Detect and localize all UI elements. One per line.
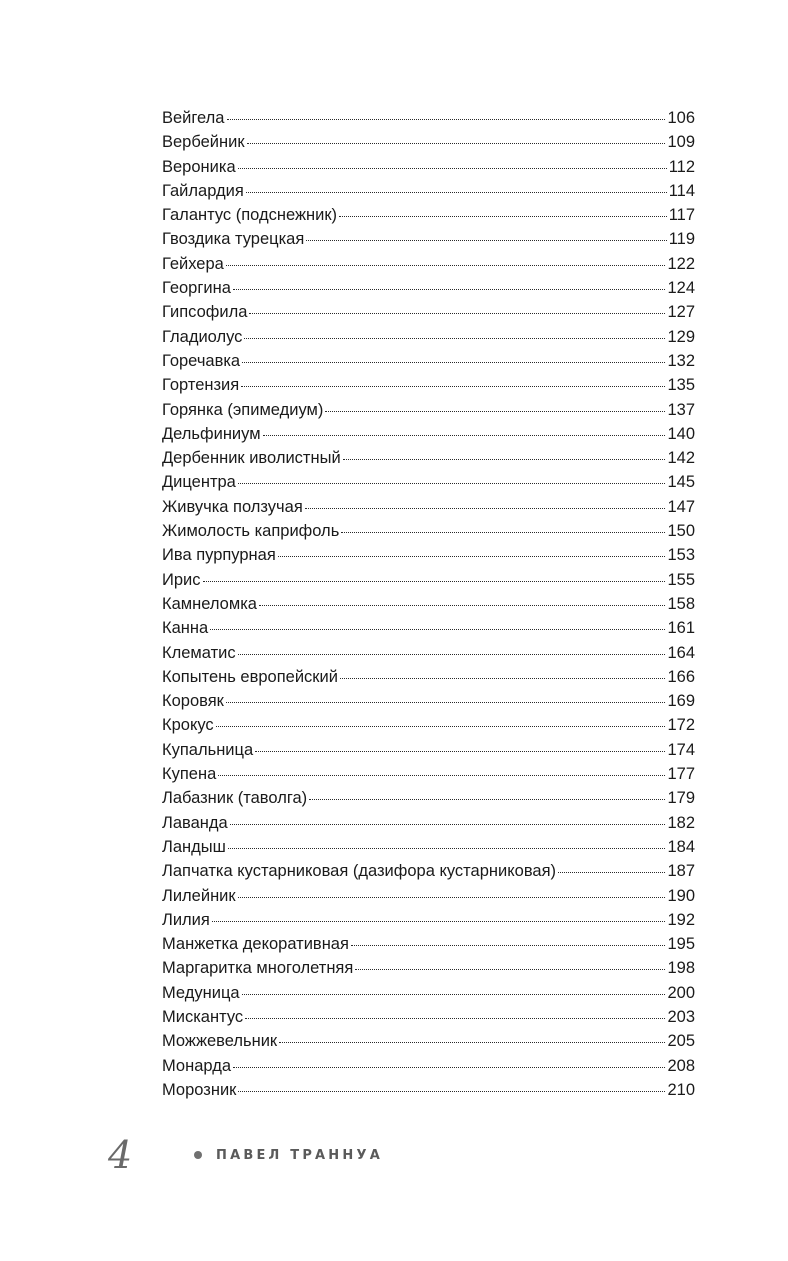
toc-entry-title: Лилия — [162, 910, 210, 929]
dot-leader — [227, 119, 666, 120]
dot-leader — [246, 192, 667, 193]
toc-entry-title: Медуница — [162, 983, 240, 1002]
toc-entry-title: Гайлардия — [162, 181, 244, 200]
dot-leader — [558, 872, 665, 873]
running-author: ПАВЕЛ ТРАННУА — [216, 1147, 383, 1163]
toc-entry — [162, 373, 695, 397]
toc-entry — [162, 1054, 695, 1078]
toc-entry-page: 184 — [667, 837, 695, 856]
toc-entry — [162, 811, 695, 835]
toc-entry-page: 112 — [668, 157, 695, 176]
toc-entry-title: Маргаритка многолетняя — [162, 959, 354, 978]
dot-leader — [339, 216, 667, 217]
dot-leader — [238, 654, 666, 655]
dot-leader — [255, 751, 665, 752]
dot-leader — [306, 240, 666, 241]
toc-entry-title: Манжетка декоративная — [162, 935, 349, 954]
toc-entry-title: Купена — [162, 765, 217, 784]
toc-entry-page: 200 — [667, 983, 695, 1002]
toc-entry-page: 182 — [667, 813, 695, 832]
toc-entry — [162, 179, 695, 203]
toc-entry — [162, 568, 695, 592]
toc-entry — [162, 227, 695, 251]
toc-entry-title: Лабазник (таволга) — [162, 789, 308, 808]
dot-leader — [341, 532, 665, 533]
toc-entry-page: 198 — [667, 959, 695, 978]
toc-entry-page: 203 — [667, 1007, 695, 1026]
dot-leader — [233, 1067, 665, 1068]
toc-entry-page: 135 — [667, 376, 695, 395]
toc-entry-page: 210 — [667, 1080, 695, 1099]
dot-leader — [242, 994, 666, 995]
toc-entry — [162, 106, 695, 130]
toc-entry-page: 174 — [667, 740, 695, 759]
toc-entry-page: 142 — [667, 449, 695, 468]
toc-entry-page: 195 — [667, 935, 695, 954]
toc-entry-title: Дельфиниум — [162, 424, 261, 443]
dot-leader — [226, 265, 666, 266]
toc-entry — [162, 616, 695, 640]
toc-entry — [162, 300, 695, 324]
toc-entry-page: 172 — [667, 716, 695, 735]
dot-leader — [238, 168, 667, 169]
dot-leader — [238, 1091, 665, 1092]
toc-entry-title: Горянка (эпимедиум) — [162, 400, 324, 419]
toc-entry-page: 140 — [667, 424, 695, 443]
toc-entry — [162, 325, 695, 349]
toc-entry — [162, 956, 695, 980]
toc-entry — [162, 592, 695, 616]
dot-leader — [242, 362, 665, 363]
toc-entry-title: Живучка ползучая — [162, 497, 303, 516]
toc-entry — [162, 155, 695, 179]
toc-entry-title: Вероника — [162, 157, 236, 176]
toc-entry-title: Дицентра — [162, 473, 236, 492]
toc-entry-title: Канна — [162, 619, 209, 638]
toc-entry-page: 166 — [667, 667, 695, 686]
toc-entry — [162, 1029, 695, 1053]
toc-entry — [162, 932, 695, 956]
toc-entry — [162, 495, 695, 519]
page-number: 4 — [108, 1133, 133, 1177]
dot-leader — [238, 483, 666, 484]
dot-leader — [244, 338, 665, 339]
toc-entry — [162, 130, 695, 154]
toc-entry — [162, 786, 695, 810]
dot-leader — [245, 1018, 665, 1019]
toc-entry-title: Горечавка — [162, 351, 241, 370]
dot-leader — [210, 629, 665, 630]
dot-leader — [247, 143, 666, 144]
toc-entry-page: 117 — [668, 206, 695, 225]
toc-entry — [162, 859, 695, 883]
dot-leader — [343, 459, 666, 460]
toc-entry-title: Жимолость каприфоль — [162, 522, 340, 541]
dot-leader — [226, 702, 666, 703]
toc-entry-title: Вербейник — [162, 133, 245, 152]
toc-entry — [162, 543, 695, 567]
dot-leader — [305, 508, 666, 509]
toc-entry-page: 129 — [667, 327, 695, 346]
toc-entry — [162, 762, 695, 786]
toc-entry — [162, 470, 695, 494]
toc-entry-title: Монарда — [162, 1056, 231, 1075]
toc-entry-title: Вейгела — [162, 109, 225, 127]
toc-entry — [162, 738, 695, 762]
toc-entry-title: Крокус — [162, 716, 214, 735]
page-footer — [108, 1130, 383, 1180]
toc-entry-title: Можжевельник — [162, 1032, 278, 1051]
dot-leader — [263, 435, 666, 436]
toc-entry — [162, 519, 695, 543]
toc-entry-page: 147 — [667, 497, 695, 516]
toc-entry-title: Мискантус — [162, 1007, 244, 1026]
toc-entry — [162, 665, 695, 689]
toc-entry-page: 164 — [667, 643, 695, 662]
toc-entry-title: Клематис — [162, 643, 236, 662]
toc-entry-title: Гипсофила — [162, 303, 248, 322]
toc-entry-page: 137 — [667, 400, 695, 419]
toc-entry-page: 122 — [667, 254, 695, 273]
toc-entry-title: Георгина — [162, 279, 231, 298]
toc-entry-title: Лаванда — [162, 813, 228, 832]
toc-entry-title: Гейхера — [162, 254, 224, 273]
toc-entry — [162, 908, 695, 932]
dot-leader — [241, 386, 665, 387]
toc-entry-title: Гладиолус — [162, 327, 243, 346]
dot-leader — [340, 678, 666, 679]
toc-entry-title: Копытень европейский — [162, 667, 338, 686]
toc-entry-page: 205 — [667, 1032, 695, 1051]
dot-leader — [203, 581, 666, 582]
dot-leader — [355, 969, 665, 970]
toc-entry-title: Камнеломка — [162, 594, 257, 613]
dot-leader — [233, 289, 666, 290]
dot-leader — [309, 799, 665, 800]
dot-leader — [218, 775, 665, 776]
toc-entry-page: 192 — [667, 910, 695, 929]
toc-entry-page: 132 — [667, 351, 695, 370]
toc-entry-page: 169 — [667, 692, 695, 711]
toc-entry — [162, 835, 695, 859]
dot-leader — [230, 824, 666, 825]
toc-entry — [162, 884, 695, 908]
toc-entry-page: 114 — [668, 181, 695, 200]
toc-entry-title: Купальница — [162, 740, 254, 759]
toc-entry-title: Гортензия — [162, 376, 240, 395]
toc-entry — [162, 398, 695, 422]
toc-entry-page: 150 — [667, 522, 695, 541]
dot-leader — [228, 848, 666, 849]
toc-entry-title: Дербенник иволистный — [162, 449, 341, 468]
toc-entry — [162, 203, 695, 227]
toc-entry — [162, 1005, 695, 1029]
toc-entry-page: 187 — [667, 862, 695, 881]
toc-entry-title: Лилейник — [162, 886, 236, 905]
toc-entry — [162, 276, 695, 300]
toc-entry-page: 124 — [667, 279, 695, 298]
toc-entry — [162, 981, 695, 1005]
toc-entry — [162, 446, 695, 470]
dot-leader — [351, 945, 666, 946]
toc-entry-page: 179 — [667, 789, 695, 808]
toc-entry-title: Ирис — [162, 570, 201, 589]
toc-entry-page: 208 — [667, 1056, 695, 1075]
dot-leader — [325, 411, 665, 412]
table-of-contents — [162, 106, 695, 1102]
toc-entry-page: 155 — [667, 570, 695, 589]
toc-entry-page: 158 — [667, 594, 695, 613]
toc-entry — [162, 252, 695, 276]
toc-entry-title: Коровяк — [162, 692, 224, 711]
toc-entry-page: 106 — [667, 109, 695, 127]
dot-leader — [249, 313, 665, 314]
dot-leader — [259, 605, 666, 606]
toc-entry-title: Лапчатка кустарниковая (дазифора кустарниковая) — [162, 862, 557, 881]
toc-entry — [162, 689, 695, 713]
bullet-icon — [194, 1151, 202, 1159]
toc-entry — [162, 713, 695, 737]
toc-entry — [162, 422, 695, 446]
toc-entry-page: 119 — [668, 230, 695, 249]
toc-entry-title: Морозник — [162, 1080, 237, 1099]
toc-entry-title: Гвоздика турецкая — [162, 230, 305, 249]
toc-entry-page: 161 — [667, 619, 695, 638]
toc-entry — [162, 641, 695, 665]
toc-entry-page: 109 — [667, 133, 695, 152]
dot-leader — [216, 726, 666, 727]
dot-leader — [238, 897, 666, 898]
dot-leader — [278, 556, 666, 557]
toc-entry — [162, 1078, 695, 1102]
toc-entry-page: 190 — [667, 886, 695, 905]
toc-entry-title: Ландыш — [162, 837, 226, 856]
toc-entry-page: 145 — [667, 473, 695, 492]
toc-entry-page: 177 — [667, 765, 695, 784]
toc-entry — [162, 349, 695, 373]
toc-entry-title: Ива пурпурная — [162, 546, 276, 565]
toc-entry-page: 153 — [667, 546, 695, 565]
toc-entry-page: 127 — [667, 303, 695, 322]
dot-leader — [279, 1042, 665, 1043]
toc-entry-title: Галантус (подснежник) — [162, 206, 338, 225]
dot-leader — [212, 921, 666, 922]
